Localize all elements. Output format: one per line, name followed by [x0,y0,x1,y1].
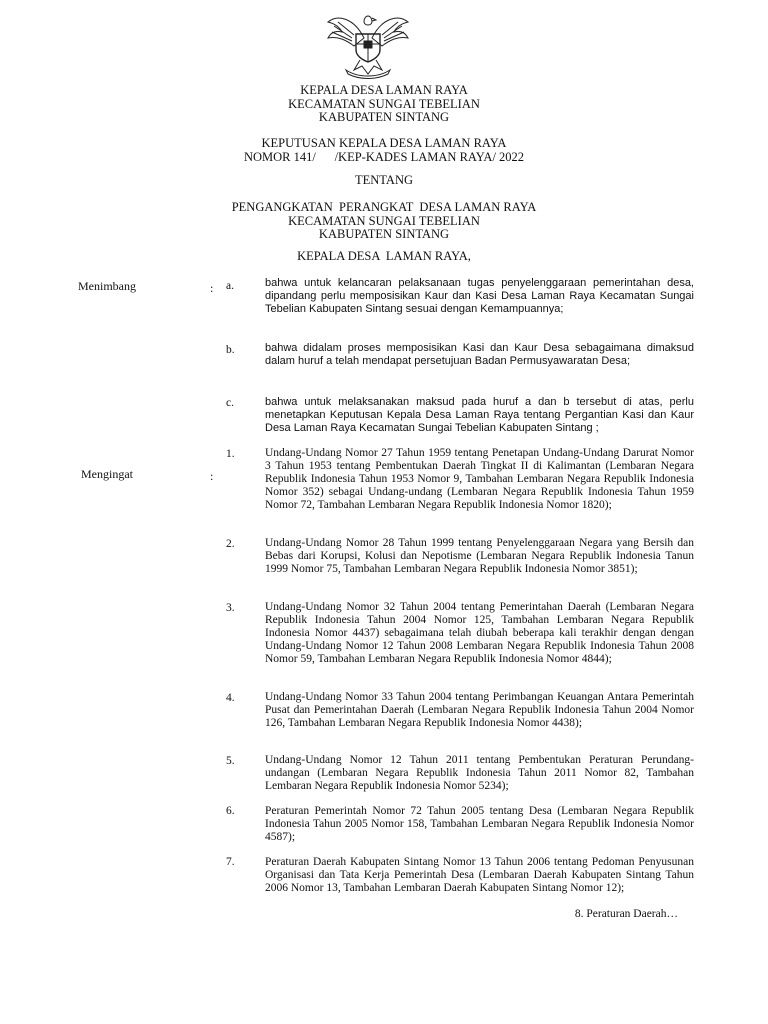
subject-line: KABUPATEN SINTANG [318,227,450,241]
office-line: KABUPATEN SINTANG [318,110,450,124]
menimbang-item-a: bahwa untuk kelancaran pelaksanaan tugas penyelenggaraan pemerintahan desa, dipandang perlu memposisikan Kaur dan Kasi Desa Laman Raya Kecamatan Sungai Tebelian Kabupaten Sintang sesuai dengan Kemampuannya; [265,277,694,315]
decree-line: KEPUTUSAN KEPALA DESA LAMAN RAYA [261,136,507,150]
office-line: KECAMATAN SUNGAI TEBELIAN [288,96,480,111]
mengingat-item-7: Peraturan Daerah Kabupaten Sintang Nomor 13 Tahun 2006 tentang Pedoman Penyusunan Organisasi dan Tata Kerja Pemerintah Desa (Lembaran Daerah Kabupaten Sintang Tahun 2006 Nomor 13, Tambahan Lembaran Daerah Kabupaten Sintang Nomor 12); [265,856,694,894]
subject-line: KECAMATAN SUNGAI TEBELIAN [288,213,480,228]
subject-heading [0,201,768,242]
mengingat-item-6: Peraturan Pemerintah Nomor 72 Tahun 2005 tentang Desa (Lembaran Negara Republik Indonesia Tahun 2005 Nomor 158, Tambahan Lembaran Negara Republik Indonesia Nomor 4587); [265,805,694,843]
decree-number: NOMOR 141/ /KEP-KADES LAMAN RAYA/ 2022 [243,149,525,164]
menimbang-colon: : [210,281,214,295]
mengingat-item-2: Undang-Undang Nomor 28 Tahun 1999 tentang Penyelenggaraan Negara yang Bersih dan Bebas dari Korupsi, Kolusi dan Nepotisme (Lembaran Negara Republik Indonesia Tanun 1999 Nomor 75, Tambahan Lembaran Negara Republik Indonesia Nomor 3851); [265,537,694,575]
menimbang-marker-c: c. [226,397,234,409]
mengingat-marker-3: 3. [226,602,235,614]
subject-line: PENGANGKATAN PERANGKAT DESA LAMAN RAYA [231,200,537,214]
mengingat-marker-6: 6. [226,805,235,817]
mengingat-label: Mengingat [81,467,133,481]
tentang-label: TENTANG [354,173,413,187]
mengingat-marker-7: 7. [226,856,235,868]
office-line: KEPALA DESA LAMAN RAYA [300,83,468,97]
mengingat-marker-5: 5. [226,755,235,767]
mengingat-marker-2: 2. [226,538,235,550]
mengingat-item-1: Undang-Undang Nomor 27 Tahun 1959 tentang Penetapan Undang-Undang Darurat Nomor 3 Tahun 1953 tentang Pembentukan Daerah Tingkat II di Kalimantan (Lembaran Negara Republik Indonesia Tahun 1953 Nomor 9, Tambahan Lembaran Negara Republik Indonesia Nomor 352) sebagai Undang-undang (Lembaran Negara Republik Indonesia Tahun 1959 Nomor 72, Tambahan Lembaran Negara Republik Indonesia Nomor 1820); [265,447,694,511]
mengingat-marker-1: 1. [226,448,235,460]
issuer-line: KEPALA DESA LAMAN RAYA, [297,249,471,263]
issuer-heading [0,250,768,264]
menimbang-marker-b: b. [226,344,235,356]
menimbang-label: Menimbang [78,279,136,293]
office-heading [0,84,768,125]
tentang-heading [0,174,768,188]
decree-heading [0,137,768,164]
mengingat-item-4: Undang-Undang Nomor 33 Tahun 2004 tentang Perimbangan Keuangan Antara Pemerintah Pusat dan Pemerintahan Daerah (Lembaran Negara Republik Indonesia Tahun 2004 Nomor 126, Tambahan Lembaran Negara Republik Indonesia Nomor 4438); [265,691,694,729]
page-continuation: 8. Peraturan Daerah… [574,908,678,920]
mengingat-item-5: Undang-Undang Nomor 12 Tahun 2011 tentang Pembentukan Peraturan Perundang-undangan (Lembaran Negara Republik Indonesia Tahun 2011 Nomor 82, Tambahan Lembaran Negara Republik Indonesia Nomor 5234); [265,754,694,792]
menimbang-item-c: bahwa untuk melaksanakan maksud pada huruf a dan b tersebut di atas, perlu menetapkan Keputusan Kepala Desa Laman Raya tentang Pergantian Kasi dan Kaur Desa Laman Raya Kecamatan Sungai Tebelian Kabupaten Sintang ; [265,396,694,434]
garuda-emblem-icon [324,8,412,80]
menimbang-item-b: bahwa didalam proses memposisikan Kasi dan Kaur Desa sebagaimana dimaksud dalam huruf a telah mendapat persetujuan Badan Permusyawaratan Desa; [265,342,694,367]
mengingat-marker-4: 4. [226,692,235,704]
mengingat-item-3: Undang-Undang Nomor 32 Tahun 2004 tentang Pemerintahan Daerah (Lembaran Negara Republik Indonesia Tahun 2004 Nomor 125, Tambahan Lembaran Negara Republik Indonesia Nomor 4437) sebagaimana telah diubah beberapa kali terakhir dengan dengan Undang-Undang Nomor 12 Tahun 2008 Lembaran Negara Republik Indonesia Tahun 2008 Nomor 59, Tambahan Lembaran Negara Republik Indonesia Nomor 4844); [265,601,694,665]
mengingat-colon: : [210,469,214,483]
menimbang-marker-a: a. [226,280,234,292]
